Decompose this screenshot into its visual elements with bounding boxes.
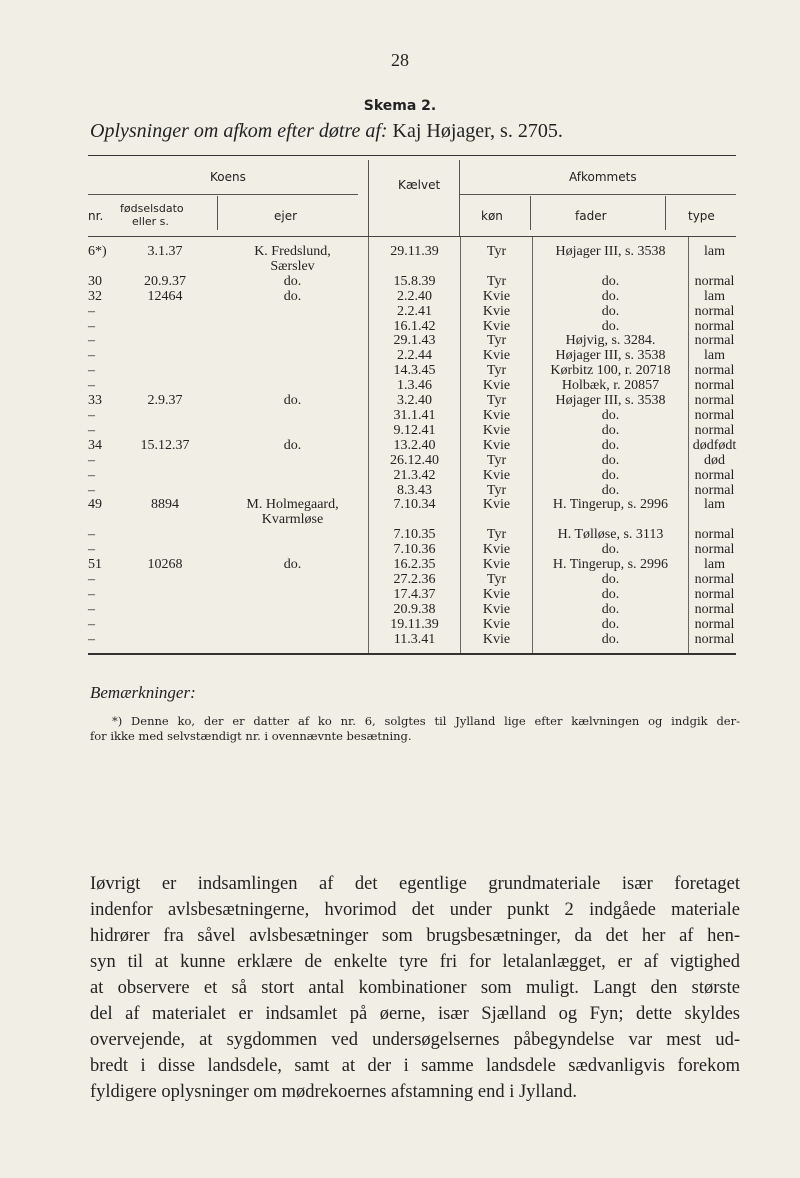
cell-birthdate: 10268 — [147, 557, 183, 573]
cell-sire: do. — [533, 454, 689, 469]
cell-sex: Kvie — [461, 349, 533, 364]
cell-owner: M. Holmegaard, — [217, 498, 369, 513]
cell-calved: 7.10.36 — [369, 543, 461, 558]
cell-sire: H. Tølløse, s. 3113 — [533, 528, 689, 543]
cell-calved: 17.4.37 — [369, 588, 461, 603]
footnote-line: for ikke med selvstændigt nr. i ovennævnte besætning. — [90, 729, 412, 743]
cell-sex: Kvie — [461, 290, 533, 305]
table-row — [88, 379, 740, 394]
table-row — [88, 513, 740, 528]
cell-owner — [217, 379, 369, 394]
cell-type — [689, 513, 741, 528]
cell-type: normal — [694, 482, 735, 498]
cell-sire: do. — [533, 320, 689, 335]
cell-birthdate: 15.12.37 — [140, 437, 190, 453]
header-type: type — [688, 209, 715, 223]
page-number: 28 — [391, 50, 409, 70]
cell-nr — [88, 260, 113, 275]
cell-birthdate — [113, 260, 217, 275]
cell-nr: 49 — [88, 497, 102, 513]
cell-sex: Kvie — [461, 409, 533, 424]
table-row — [88, 275, 740, 290]
cell-birthdate — [113, 588, 217, 603]
cell-calved — [369, 260, 461, 275]
cell-sire: Højvig, s. 3284. — [533, 334, 689, 349]
cell-birthdate: 20.9.37 — [144, 273, 186, 289]
cell-owner: do. — [217, 275, 369, 290]
cell-type: normal — [694, 273, 735, 289]
header-kaelvet: Kælvet — [398, 178, 441, 192]
cell-birthdate — [113, 618, 217, 633]
cell-calved: 26.12.40 — [369, 454, 461, 469]
table-row — [88, 588, 740, 603]
cell-owner — [217, 364, 369, 379]
cell-sex: Kvie — [461, 439, 533, 454]
table-row — [88, 573, 740, 588]
header-divider — [217, 196, 218, 230]
cell-type: normal — [694, 467, 735, 483]
offspring-table — [88, 155, 736, 655]
footnote-line: *) Denne ko, der er datter af ko nr. 6, solgtes til Jylland lige efter kælvningen og indgik der- — [112, 714, 740, 728]
cell-sire: do. — [533, 424, 689, 439]
table-row — [88, 334, 740, 349]
cell-type: dødfødt — [692, 437, 737, 453]
cell-calved: 14.3.45 — [369, 364, 461, 379]
cell-sire — [533, 260, 689, 275]
table-row — [88, 237, 740, 260]
paragraph-line: bredt i disse landsdele, samt at der i samme landsdele sædvanligvis forekom — [90, 1056, 740, 1076]
cell-owner — [217, 588, 369, 603]
cell-sire: do. — [533, 573, 689, 588]
header-nr: nr. — [88, 209, 104, 223]
cell-calved: 29.11.39 — [369, 237, 461, 260]
cell-type: normal — [694, 378, 735, 394]
header-koens: Koens — [210, 170, 246, 184]
cell-owner: Særslev — [217, 260, 369, 275]
cell-type: normal — [694, 586, 735, 602]
cell-sex: Kvie — [461, 633, 533, 654]
cell-sire — [533, 513, 689, 528]
cell-nr: 6*) — [88, 244, 107, 259]
cell-birthdate: 2.9.37 — [147, 393, 183, 409]
table-row — [88, 349, 740, 364]
paragraph-line: at observere et så stort antal kombinationer som muligt. Langt den største — [90, 978, 740, 998]
cell-sire: H. Tingerup, s. 2996 — [533, 558, 689, 573]
cell-sire: Holbæk, r. 20857 — [533, 379, 689, 394]
cell-birthdate — [113, 334, 217, 349]
cell-type: normal — [694, 333, 735, 349]
table-header — [88, 156, 736, 236]
cell-type: normal — [694, 393, 735, 409]
cell-sire: H. Tingerup, s. 2996 — [533, 498, 689, 513]
cell-type: normal — [694, 318, 735, 334]
cell-type: lam — [704, 348, 725, 364]
cell-calved: 13.2.40 — [369, 439, 461, 454]
table-row — [88, 260, 740, 275]
header-divider — [665, 196, 666, 230]
cell-nr: 32 — [88, 288, 102, 304]
cell-owner: do. — [217, 558, 369, 573]
table-row — [88, 305, 740, 320]
cell-sex: Kvie — [461, 558, 533, 573]
cell-owner — [217, 573, 369, 588]
cell-type: normal — [694, 363, 735, 379]
cell-birthdate — [113, 528, 217, 543]
cell-type: normal — [694, 407, 735, 423]
cell-sire: Kørbitz 100, r. 20718 — [533, 364, 689, 379]
cell-birthdate: 3.1.37 — [147, 244, 183, 259]
table-row — [88, 528, 740, 543]
table-bottom-rule — [88, 653, 736, 655]
cell-sex — [461, 513, 533, 528]
subtitle-regular: Kaj Højager, s. 2705. — [392, 120, 563, 142]
cell-calved: 27.2.36 — [369, 573, 461, 588]
cell-birthdate — [113, 305, 217, 320]
cell-calved: 11.3.41 — [369, 633, 461, 654]
cell-nr — [88, 513, 113, 528]
cell-sex: Kvie — [461, 603, 533, 618]
cell-owner — [217, 618, 369, 633]
cell-type: normal — [694, 571, 735, 587]
cell-sex: Kvie — [461, 379, 533, 394]
cell-sex: Kvie — [461, 469, 533, 484]
paragraph-line: syn til at kunne erklære de enkelte tyre fri for letalanlægget, er af vigtighed — [90, 952, 740, 972]
cell-sire: do. — [533, 305, 689, 320]
cell-birthdate — [113, 603, 217, 618]
cell-sire: do. — [533, 484, 689, 499]
cell-birthdate: 8894 — [151, 497, 179, 513]
cell-sex: Tyr — [461, 275, 533, 290]
cell-nr: – — [88, 318, 95, 334]
cell-owner: K. Fredslund, — [217, 237, 369, 260]
table-row — [88, 618, 740, 633]
cell-sex: Tyr — [461, 334, 533, 349]
table-row — [88, 409, 740, 424]
paragraph-line: del af materialet er indsamlet på øerne, især Sjælland og Fyn; dette skyldes — [90, 1004, 740, 1024]
cell-nr: 30 — [88, 273, 102, 289]
cell-owner — [217, 409, 369, 424]
cell-nr: – — [88, 363, 95, 379]
cell-type: normal — [694, 601, 735, 617]
cell-nr: – — [88, 378, 95, 394]
cell-nr: – — [88, 601, 95, 617]
cell-nr: – — [88, 482, 95, 498]
cell-type: normal — [694, 303, 735, 319]
cell-nr: – — [88, 616, 95, 632]
table-row — [88, 633, 740, 654]
header-divider — [368, 160, 369, 236]
cell-sex: Kvie — [461, 305, 533, 320]
cell-nr: – — [88, 407, 95, 423]
cell-sire: do. — [533, 469, 689, 484]
cell-owner: do. — [217, 439, 369, 454]
table-row — [88, 498, 740, 513]
cell-owner — [217, 469, 369, 484]
cell-nr: – — [88, 303, 95, 319]
cell-owner — [217, 334, 369, 349]
cell-birthdate — [113, 409, 217, 424]
header-divider — [459, 160, 460, 236]
cell-birthdate — [113, 543, 217, 558]
skema-title: Skema 2. — [363, 98, 437, 114]
footnote — [90, 714, 740, 744]
cell-nr: – — [88, 586, 95, 602]
cell-sire: do. — [533, 439, 689, 454]
cell-sex: Kvie — [461, 424, 533, 439]
table-row — [88, 469, 740, 484]
cell-calved: 20.9.38 — [369, 603, 461, 618]
cell-owner — [217, 484, 369, 499]
header-ejer: ejer — [274, 209, 298, 223]
cell-nr: 51 — [88, 557, 102, 573]
cell-birthdate — [113, 364, 217, 379]
cell-birthdate — [113, 469, 217, 484]
cell-sire: do. — [533, 275, 689, 290]
cell-sex: Tyr — [461, 528, 533, 543]
cell-nr: 34 — [88, 437, 102, 453]
cell-sire: Højager III, s. 3538 — [533, 394, 689, 409]
cell-birthdate — [113, 633, 217, 654]
cell-calved: 9.12.41 — [369, 424, 461, 439]
subtitle-italic: Oplysninger om afkom efter døtre af: — [90, 120, 388, 142]
table-row — [88, 454, 740, 469]
table-row — [88, 290, 740, 305]
cell-calved: 15.8.39 — [369, 275, 461, 290]
header-eller-s: eller s. — [132, 215, 169, 228]
cell-birthdate: 12464 — [147, 288, 183, 304]
cell-calved: 8.3.43 — [369, 484, 461, 499]
table-row — [88, 439, 740, 454]
cell-calved: 7.10.35 — [369, 528, 461, 543]
cell-birthdate — [113, 454, 217, 469]
cell-sire: Højager III, s. 3538 — [533, 349, 689, 364]
cell-type — [689, 260, 741, 275]
paragraph-line: fyldigere oplysninger om mødrekoernes afstamning end i Jylland. — [90, 1082, 578, 1102]
cell-type: normal — [694, 616, 735, 632]
cell-type: lam — [704, 497, 725, 513]
cell-nr: – — [88, 467, 95, 483]
cell-birthdate — [113, 424, 217, 439]
cell-sex: Tyr — [461, 364, 533, 379]
paragraph-line: indenfor avlsbesætningerne, hvorimod det under punkt 2 indgåede materiale — [90, 900, 740, 920]
cell-type: lam — [704, 557, 725, 573]
cell-sex: Kvie — [461, 320, 533, 335]
cell-owner: do. — [217, 394, 369, 409]
cell-nr: – — [88, 542, 95, 558]
table-row — [88, 364, 740, 379]
cell-calved: 2.2.40 — [369, 290, 461, 305]
cell-calved: 31.1.41 — [369, 409, 461, 424]
cell-owner: Kvarmløse — [217, 513, 369, 528]
cell-sex: Tyr — [461, 454, 533, 469]
table-row — [88, 558, 740, 573]
cell-owner — [217, 633, 369, 654]
cell-sire: do. — [533, 290, 689, 305]
cell-owner — [217, 320, 369, 335]
header-fodselsdato: fødselsdato — [120, 202, 184, 215]
cell-owner — [217, 603, 369, 618]
afkommets-underline — [459, 194, 736, 195]
cell-sex: Tyr — [461, 573, 533, 588]
cell-sex: Kvie — [461, 498, 533, 513]
table-row — [88, 394, 740, 409]
cell-calved: 16.2.35 — [369, 558, 461, 573]
cell-owner: do. — [217, 290, 369, 305]
cell-calved: 1.3.46 — [369, 379, 461, 394]
cell-owner — [217, 543, 369, 558]
cell-calved: 19.11.39 — [369, 618, 461, 633]
cell-birthdate — [113, 484, 217, 499]
cell-type: lam — [704, 244, 725, 259]
cell-sire: Højager III, s. 3538 — [533, 237, 689, 260]
table-subtitle — [90, 120, 563, 143]
cell-sex: Kvie — [461, 543, 533, 558]
cell-sex: Kvie — [461, 618, 533, 633]
cell-nr: – — [88, 333, 95, 349]
body-paragraph — [90, 871, 740, 1105]
cell-calved: 16.1.42 — [369, 320, 461, 335]
cell-type: normal — [694, 527, 735, 543]
cell-sire: do. — [533, 603, 689, 618]
cell-owner — [217, 454, 369, 469]
cell-calved: 2.2.41 — [369, 305, 461, 320]
cell-calved: 2.2.44 — [369, 349, 461, 364]
cell-sex: Tyr — [461, 394, 533, 409]
header-divider — [530, 196, 531, 230]
cell-owner — [217, 349, 369, 364]
remarks-title: Bemærkninger: — [90, 683, 196, 702]
cell-type: normal — [694, 631, 735, 647]
koens-underline — [88, 194, 358, 195]
cell-sex: Tyr — [461, 484, 533, 499]
header-fader: fader — [575, 209, 607, 223]
cell-sire: do. — [533, 543, 689, 558]
cell-owner — [217, 305, 369, 320]
cell-sire: do. — [533, 588, 689, 603]
cell-nr: – — [88, 571, 95, 587]
cell-sire: do. — [533, 618, 689, 633]
cell-calved — [369, 513, 461, 528]
cell-birthdate — [113, 513, 217, 528]
cell-nr: – — [88, 348, 95, 364]
table-row — [88, 424, 740, 439]
cell-sex: Tyr — [461, 237, 533, 260]
cell-sire: do. — [533, 409, 689, 424]
cell-type: lam — [704, 288, 725, 304]
cell-type: normal — [694, 422, 735, 438]
cell-calved: 21.3.42 — [369, 469, 461, 484]
cell-calved: 29.1.43 — [369, 334, 461, 349]
cell-nr: – — [88, 527, 95, 543]
table-row — [88, 543, 740, 558]
cell-sex: Kvie — [461, 588, 533, 603]
paragraph-line: overvejende, at sygdommen ved undersøgelsernes påbegyndelse var mest ud- — [90, 1030, 740, 1050]
paragraph-line: Iøvrigt er indsamlingen af det egentlige grundmateriale især foretaget — [90, 874, 740, 894]
cell-owner — [217, 424, 369, 439]
cell-calved: 7.10.34 — [369, 498, 461, 513]
header-afkommets: Afkommets — [569, 170, 637, 184]
cell-birthdate — [113, 320, 217, 335]
table-row — [88, 603, 740, 618]
paragraph-line: hidrører fra såvel avlsbesætninger som brugsbesætninger, da det her af hen- — [90, 926, 740, 946]
cell-nr: 33 — [88, 393, 102, 409]
table-body — [88, 237, 740, 653]
cell-nr: – — [88, 422, 95, 438]
table-row — [88, 320, 740, 335]
cell-owner — [217, 528, 369, 543]
cell-type: død — [704, 452, 725, 468]
cell-nr: – — [88, 631, 95, 647]
cell-birthdate — [113, 573, 217, 588]
header-kon: køn — [481, 209, 503, 223]
table-row — [88, 484, 740, 499]
cell-type: normal — [694, 542, 735, 558]
cell-birthdate — [113, 379, 217, 394]
cell-calved: 3.2.40 — [369, 394, 461, 409]
cell-sex — [461, 260, 533, 275]
cell-sire: do. — [533, 633, 689, 654]
cell-birthdate — [113, 349, 217, 364]
cell-nr: – — [88, 452, 95, 468]
